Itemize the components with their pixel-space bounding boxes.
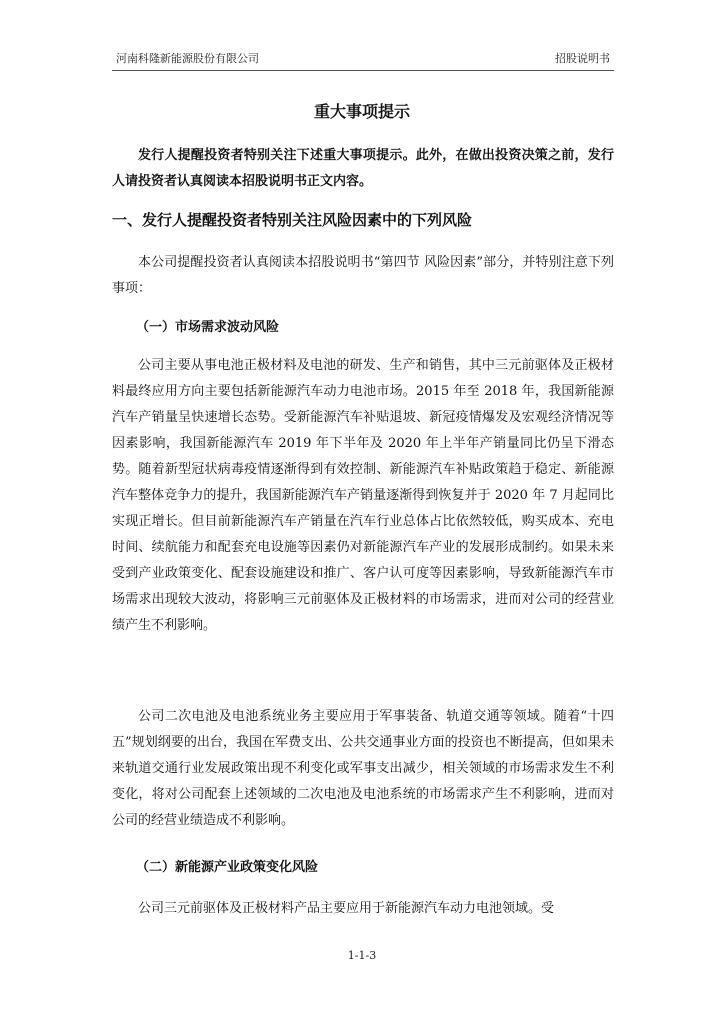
subsection-1-paragraph-2: 公司二次电池及电池系统业务主要应用于军事装备、轨道交通等领域。随着“十四五”规划纲要的出台，我国在军费支出、公共交通事业方面的投资也不断提高，但如果未来轨道交通行业发展政策出现不利变化或军事支出减少，相关领域的市场需求发生不利变化，将对公司配套上述领域的二次电池及电池系统的市场需求产生不利影响，进而对公司的经营业绩造成不利影响。 bbox=[112, 709, 614, 828]
header-divider bbox=[112, 70, 614, 71]
header-document-type: 招股说明书 bbox=[555, 52, 610, 65]
page-header bbox=[112, 50, 614, 68]
subsection-2-heading: （二）新能源产业政策变化风险 bbox=[136, 860, 319, 875]
subsection-1-paragraph-1: 公司主要从事电池正极材料及电池的研发、生产和销售，其中三元前驱体及正极材料最终应用方向主要包括新能源汽车动力电池市场。2015 年至 2018 年，我国新能源汽车产销量呈快速增长态势。受新能源汽车补贴退坡、新冠疫情爆发及宏观经济情况等因素影响，我国新能源汽车 2019 年下半年及 2020 年上半年产销量同比仍呈下滑态势。随着新型冠状病毒疫情逐渐得到有效控制、新能源汽车补贴政策趋于稳定、新能源汽车整体竞争力的提升，我国新能源汽车产销量逐渐得到恢复并于 2020 年 7 月起同比实现正增长。但目前新能源汽车产销量在汽车行业总体占比依然较低，购买成本、充电时间、续航能力和配套充电设施等因素仍对新能源汽车产业的发展形成制约。如果未来受到产业政策变化、配套设施建设和推广、客户认可度等因素影响，导致新能源汽车市场需求出现较大波动，将影响三元前驱体及正极材料的市场需求，进而对公司的经营业绩产生不利影响。 bbox=[112, 358, 614, 633]
header-company-name: 河南科隆新能源股份有限公司 bbox=[116, 52, 259, 65]
subsection-1-heading: （一）市场需求波动风险 bbox=[136, 320, 280, 335]
section-1-intro-paragraph: 本公司提醒投资者认真阅读本招股说明书“第四节 风险因素”部分，并特别注意下列事项： bbox=[112, 255, 614, 296]
page-number: 1-1-3 bbox=[347, 949, 377, 962]
intro-paragraph: 发行人提醒投资者特别关注下述重大事项提示。此外，在做出投资决策之前，发行人请投资者认真阅读本招股说明书正文内容。 bbox=[112, 148, 614, 189]
subsection-2-paragraph-1: 公司三元前驱体及正极材料产品主要应用于新能源汽车动力电池领域。受 bbox=[138, 901, 555, 916]
section-1-heading: 一、发行人提醒投资者特别关注风险因素中的下列风险 bbox=[112, 211, 473, 229]
page-title: 重大事项提示 bbox=[313, 102, 410, 121]
